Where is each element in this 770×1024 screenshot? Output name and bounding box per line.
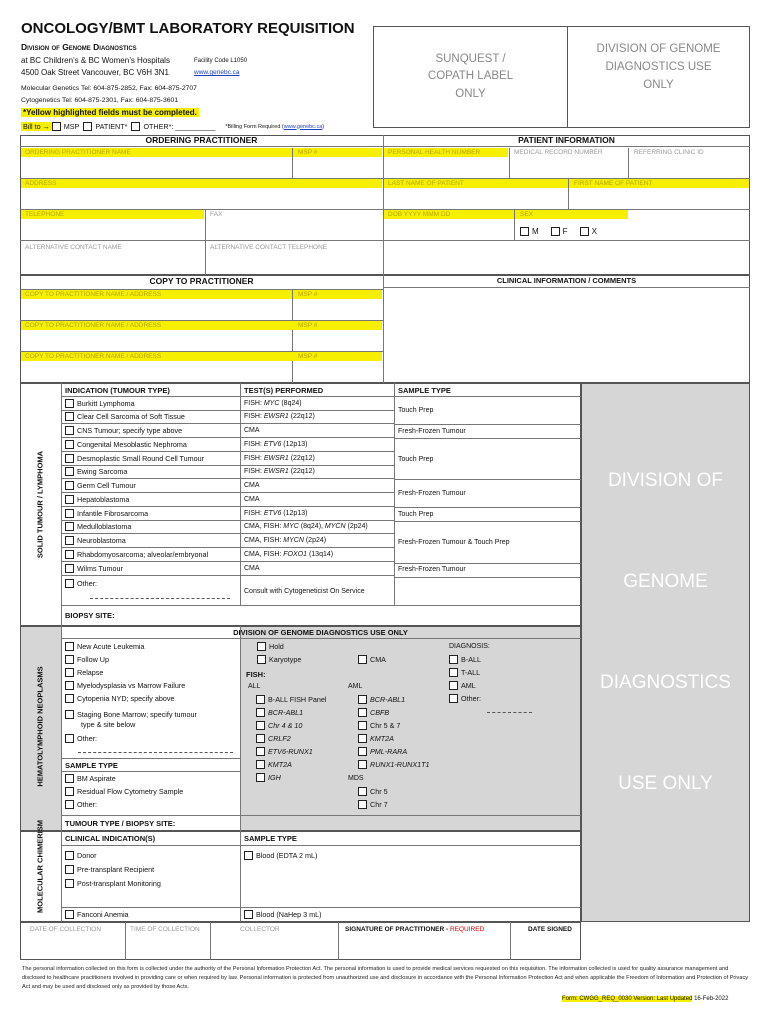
fish-label: FISH: [246, 670, 266, 679]
heme-indication-checkbox[interactable] [65, 694, 74, 703]
chimerism-item [65, 879, 161, 888]
fax-label: FAX [210, 211, 223, 218]
bill-patient-label: PATIENT* [95, 122, 128, 131]
solid-test: CMA, FISH: MYC (8q24), MYCN (2p24) [244, 523, 368, 530]
diagnosis-item [449, 655, 481, 664]
fish-aml-label: PML-RARA [370, 747, 408, 756]
date-signed-label: DATE SIGNED [528, 926, 572, 933]
col-tests: TEST(S) PERFORMED [244, 386, 324, 395]
bill-other-label: OTHER*: __________ [143, 122, 216, 131]
solid-item-8 [65, 509, 148, 518]
sex-label: SEX [520, 211, 534, 218]
billing-close: ) [322, 123, 325, 130]
sex-m-label: M [532, 227, 539, 236]
time-collection-field[interactable] [126, 935, 210, 959]
heme-indication [65, 694, 174, 703]
solid-test: CMA [244, 427, 260, 434]
first-name-label: FIRST NAME OF PATIENT [574, 180, 653, 187]
fish-all-item [256, 773, 281, 782]
dgd-big-label-1: DIVISION OF [607, 470, 724, 491]
fish-aml-label: Chr 5 & 7 [370, 721, 401, 730]
alt-contact-label: ALTERNATIVE CONTACT NAME [25, 244, 122, 251]
heme-indication-checkbox[interactable] [65, 681, 74, 690]
fish-aml-checkbox[interactable] [358, 734, 367, 743]
chimerism-label: Donor [77, 851, 97, 860]
solid-item-label: Ewing Sarcoma [77, 467, 128, 476]
bill-patient-checkbox[interactable] [83, 122, 92, 131]
solid-item-checkbox[interactable] [65, 426, 74, 435]
solid-section-label: SOLID TUMOUR / LYMPHOMA [35, 450, 45, 559]
solid-item-5 [65, 467, 127, 476]
heme-sample-label: BM Aspirate [77, 774, 116, 783]
solid-test: FISH: EWSR1 (22q12) [244, 468, 315, 475]
heme-indication-label: Follow Up [77, 655, 109, 664]
fish-aml-item [358, 708, 389, 717]
fish-aml-item [358, 760, 430, 769]
form-title: ONCOLOGY/BMT LABORATORY REQUISITION [21, 20, 355, 37]
sex-x-checkbox[interactable] [580, 227, 589, 236]
fish-aml-checkbox[interactable] [358, 721, 367, 730]
address-field[interactable] [21, 179, 382, 209]
fish-aml-checkbox[interactable] [358, 708, 367, 717]
diagnosis-label: AML [461, 681, 476, 690]
heme-sample-checkbox[interactable] [65, 774, 74, 783]
solid-item-7 [65, 495, 129, 504]
heme-indication [65, 710, 197, 719]
heme-indication [65, 734, 97, 743]
diagnosis-checkbox[interactable] [449, 681, 458, 690]
heme-sample-heading: SAMPLE TYPE [65, 761, 118, 770]
fish-aml-checkbox[interactable] [358, 695, 367, 704]
phn-field[interactable] [384, 148, 749, 178]
solid-item-checkbox[interactable] [65, 509, 74, 518]
chimerism-item [65, 851, 97, 860]
heme-cma-label: CMA [370, 655, 386, 664]
chimerism-checkbox[interactable] [65, 865, 74, 874]
solid-item-checkbox[interactable] [65, 440, 74, 449]
date-collection-label: DATE OF COLLECTION [30, 926, 102, 933]
biopsy-site-field[interactable] [125, 606, 580, 625]
ordering-heading: ORDERING PRACTITIONER [20, 135, 383, 147]
heme-sample-label: Other: [77, 800, 97, 809]
solid-item-label: Medulloblastoma [77, 522, 132, 531]
solid-item-label: Desmoplastic Small Round Cell Tumour [77, 454, 205, 463]
cyto-tel: Cytogenetics Tel: 604-875-2301, Fax: 604-875-3601 [21, 97, 179, 104]
copy-msp-label-1: MSP # [298, 291, 318, 298]
chimerism-clinical-heading: CLINICAL INDICATION(S) [65, 834, 156, 843]
clinical-comments-field[interactable] [384, 289, 749, 382]
fish-all-checkbox[interactable] [256, 734, 265, 743]
heme-indication [65, 655, 109, 664]
diagnosis-label: DIAGNOSIS: [449, 643, 490, 650]
chimerism-checkbox[interactable] [65, 879, 74, 888]
fish-all-checkbox[interactable] [256, 708, 265, 717]
sample-touch-prep-3: Touch Prep [398, 511, 434, 518]
heme-indication-label: Cytopenia NYD; specify above [77, 694, 175, 703]
ordering-name-label: ORDERING PRACTITIONER NAME [25, 149, 131, 156]
fish-all-label: CRLF2 [268, 734, 291, 743]
fish-mds-item [358, 800, 388, 809]
sample-fresh-frozen-1: Fresh-Frozen Tumour [398, 428, 466, 435]
heme-sample [65, 774, 116, 783]
solid-item-10 [65, 536, 126, 545]
fish-all-label: IGH [268, 773, 281, 782]
heme-sample-checkbox[interactable] [65, 787, 74, 796]
copy-name-label-1: COPY TO PRACTITIONER NAME / ADDRESS [25, 291, 162, 298]
solid-item-11 [65, 550, 208, 559]
solid-test: FISH: MYC (8q24) [244, 400, 302, 407]
heme-indication-label: Relapse [77, 668, 104, 677]
website-link[interactable]: www.genebc.ca [194, 69, 240, 76]
sunquest-label-box: SUNQUEST / COPATH LABEL ONLY [373, 26, 568, 128]
fish-aml-label: RUNX1-RUNX1T1 [370, 760, 430, 769]
heme-indication [65, 668, 103, 677]
sample-touch-prep-1: Touch Prep [398, 407, 434, 414]
phn-label: PERSONAL HEALTH NUMBER [388, 149, 481, 156]
date-signed-field[interactable] [511, 935, 580, 959]
heme-indication [65, 642, 145, 651]
solid-test: CMA [244, 496, 260, 503]
molecular-tel: Molecular Genetics Tel: 604-875-2852, Fax: 604-875-2707 [21, 85, 197, 92]
blood-edta-label: Blood (EDTA 2 mL) [256, 851, 318, 860]
fish-mds-checkbox[interactable] [358, 787, 367, 796]
billing-link[interactable]: www.genebc.ca [283, 123, 323, 130]
chimerism-label: Post-transplant Monitoring [77, 879, 161, 888]
sex-f-label: F [562, 227, 568, 236]
solid-item-checkbox[interactable] [65, 564, 74, 573]
solid-test: FISH: EWSR1 (22q12) [244, 413, 315, 420]
fish-all-item [256, 708, 303, 717]
copy-msp-label-2: MSP # [298, 322, 318, 329]
fish-mds-label: Chr 5 [370, 787, 388, 796]
chimerism-sample-heading: SAMPLE TYPE [244, 834, 297, 843]
alt-contact-field[interactable] [21, 241, 382, 274]
fish-aml-item [358, 695, 405, 704]
blood-edta-checkbox[interactable] [244, 851, 253, 860]
collector-label: COLLECTOR [240, 926, 280, 933]
tumour-site-label: TUMOUR TYPE / BIOPSY SITE: [65, 819, 176, 828]
col-indication: INDICATION (TUMOUR TYPE) [65, 386, 170, 395]
fish-aml-label: KMT2A [370, 734, 394, 743]
solid-item-other [65, 579, 97, 588]
form-id: Form: CWGG_REQ_0030 Version: Last Updated 16-Feb-2022 [562, 996, 729, 1002]
fish-all-item [256, 695, 326, 704]
last-name-label: LAST NAME OF PATIENT [388, 180, 464, 187]
solid-item-label: Neuroblastoma [77, 536, 126, 545]
all-label: ALL [248, 683, 261, 690]
clinical-heading: CLINICAL INFORMATION / COMMENTS [383, 276, 750, 288]
fish-all-checkbox[interactable] [256, 695, 265, 704]
solid-other-test: Consult with Cytogeneticist On Service [244, 588, 365, 595]
solid-other-label: Other: [77, 579, 97, 588]
fish-all-item [256, 747, 313, 756]
solid-item-checkbox[interactable] [65, 495, 74, 504]
fish-all-checkbox[interactable] [256, 760, 265, 769]
heme-sample-checkbox[interactable] [65, 800, 74, 809]
address-label: ADDRESS [25, 180, 57, 187]
solid-test: CMA [244, 482, 260, 489]
fish-aml-checkbox[interactable] [358, 747, 367, 756]
fish-aml-item [358, 721, 400, 730]
bill-other-checkbox[interactable] [131, 122, 140, 131]
hold-label: Hold [269, 642, 284, 651]
org-line: at BC Children’s & BC Women’s Hospitals [21, 56, 170, 65]
solid-item-checkbox[interactable] [65, 412, 74, 421]
privacy-notice: The personal information collected on this form is collected under the authority of the Personal Information Protection Act. The personal information is used to provide medical services requested on this requisition. The information collected is used for quality assurance management and disclosed to healthcare practitioners involved in providing care or when required by law. Personal information is protected from unauthorized use and disclosure in accordance with the Personal Information Protection Act and when applicable the Freedom of Information and Protection of Privacy Act and may be used and disclosed only as provided by those Acts. [22, 966, 749, 991]
alt-tel-label: ALTERNATIVE CONTACT TELEPHONE [210, 244, 328, 251]
heme-indication-cont: type & site below [81, 720, 136, 729]
diagnosis-checkbox[interactable] [449, 668, 458, 677]
fish-all-label: ETV6-RUNX1 [268, 747, 313, 756]
bill-to-label: Bill to → [23, 122, 50, 131]
fanconi-checkbox[interactable] [65, 910, 74, 919]
diagnosis-checkbox[interactable] [449, 655, 458, 664]
solid-test: CMA [244, 565, 260, 572]
fish-aml-item [358, 734, 394, 743]
fish-all-checkbox[interactable] [256, 721, 265, 730]
col-sample: SAMPLE TYPE [398, 386, 451, 395]
fish-all-label: B-ALL FISH Panel [268, 695, 327, 704]
solid-item-2 [65, 426, 182, 435]
solid-item-9 [65, 522, 131, 531]
chimerism-label: Pre-transplant Recipient [77, 865, 155, 874]
solid-item-checkbox[interactable] [65, 481, 74, 490]
hold-checkbox[interactable] [257, 642, 266, 651]
aml-label: AML [348, 683, 363, 690]
karyotype-label: Karyotype [269, 655, 302, 664]
solid-test: FISH: ETV6 (12p13) [244, 510, 308, 517]
heme-indication-label: Staging Bone Marrow; specify tumour [77, 710, 197, 719]
fish-aml-label: CBFB [370, 708, 390, 717]
diagnosis-label: B-ALL [461, 655, 481, 664]
mrn-label: MEDICAL RECORD NUMBER [514, 149, 603, 156]
heme-cma-checkbox[interactable] [358, 655, 367, 664]
sample-frozen-touch: Fresh-Frozen Tumour & Touch Prep [398, 539, 510, 546]
solid-item-label: Congenital Mesoblastic Nephroma [77, 440, 187, 449]
telephone-label: TELEPHONE [25, 211, 65, 218]
heme-indication-checkbox[interactable] [65, 655, 74, 664]
billing-note: *Billing Form Required ( [225, 123, 284, 130]
heme-sample-label: Residual Flow Cytometry Sample [77, 787, 184, 796]
fish-all-item [256, 760, 292, 769]
chimerism-section-label: MOLECULAR CHIMERISM [35, 820, 45, 913]
copy-practitioner-field-1[interactable] [21, 290, 382, 320]
dgd-big-label-4: USE ONLY [618, 773, 713, 794]
diagnosis-checkbox[interactable] [449, 694, 458, 703]
sample-fresh-frozen-3: Fresh-Frozen Tumour [398, 566, 466, 573]
fish-mds-item [358, 787, 388, 796]
heme-indication-label: New Acute Leukemia [77, 642, 145, 651]
copy-name-label-2: COPY TO PRACTITIONER NAME / ADDRESS [25, 322, 162, 329]
heme-indication-checkbox[interactable] [65, 710, 74, 719]
diagnosis-label: Other: [461, 694, 481, 703]
heme-indication-checkbox[interactable] [65, 642, 74, 651]
fish-aml-item [358, 747, 407, 756]
solid-item-3 [65, 440, 187, 449]
heme-indication-checkbox[interactable] [65, 734, 74, 743]
dob-label: DOB YYYY MMM DD [388, 211, 451, 218]
blood-nahep-checkbox[interactable] [244, 910, 253, 919]
solid-item-checkbox[interactable] [65, 550, 74, 559]
fanconi-label: Fanconi Anemia [77, 910, 129, 919]
heme-indication-label: Other: [77, 734, 97, 743]
bill-msp-checkbox[interactable] [52, 122, 61, 131]
collector-field[interactable] [211, 935, 338, 959]
fish-mds-label: Chr 7 [370, 800, 388, 809]
diagnosis-label: T-ALL [461, 668, 481, 677]
solid-item-6 [65, 481, 136, 490]
solid-item-12 [65, 564, 123, 573]
sex-f-checkbox[interactable] [551, 227, 560, 236]
fish-all-checkbox[interactable] [256, 773, 265, 782]
heme-dgd-heading: DIVISION OF GENOME DIAGNOSTICS USE ONLY [233, 628, 408, 637]
solid-item-label: Wilms Tumour [77, 564, 123, 573]
lab-address: 4500 Oak Street Vancouver, BC V6H 3N1 [21, 68, 169, 77]
solid-item-checkbox[interactable] [65, 522, 74, 531]
heme-indication [65, 681, 185, 690]
solid-item-label: Burkitt Lymphoma [77, 399, 135, 408]
solid-item-label: CNS Tumour; specify type above [77, 426, 183, 435]
signature-label: SIGNATURE OF PRACTITIONER - REQUIRED [345, 926, 485, 933]
fish-all-item [256, 721, 302, 730]
diagnosis-item [449, 694, 481, 703]
sex-m-checkbox[interactable] [520, 227, 529, 236]
date-collection-field[interactable] [21, 935, 125, 959]
copy-to-heading: COPY TO PRACTITIONER [149, 276, 254, 286]
patient-heading: PATIENT INFORMATION [383, 135, 750, 147]
solid-item-label: Clear Cell Sarcoma of Soft Tissue [77, 412, 185, 421]
copy-practitioner-field-2[interactable] [21, 321, 382, 351]
copy-msp-label-3: MSP # [298, 353, 318, 360]
yellow-note: *Yellow highlighted fields must be completed. [23, 108, 197, 117]
fish-aml-checkbox[interactable] [358, 760, 367, 769]
clinic-id-label: REFERRING CLINIC ID [634, 149, 704, 156]
fish-aml-label: BCR-ABL1 [370, 695, 406, 704]
patient-name-field[interactable] [384, 179, 749, 209]
solid-item-checkbox[interactable] [65, 454, 74, 463]
solid-test: FISH: ETV6 (12p13) [244, 441, 308, 448]
solid-other-checkbox[interactable] [65, 579, 74, 588]
solid-item-label: Germ Cell Tumour [77, 481, 136, 490]
solid-item-label: Rhabdomyosarcoma; alveolar/embryonal [77, 550, 209, 559]
copy-practitioner-field-3[interactable] [21, 352, 382, 382]
solid-item-checkbox[interactable] [65, 536, 74, 545]
solid-test: CMA, FISH: MYCN (2p24) [244, 537, 327, 544]
heme-sample [65, 800, 97, 809]
chimerism-checkbox[interactable] [65, 851, 74, 860]
bill-msp-label: MSP [63, 122, 80, 131]
biopsy-site-label: BIOPSY SITE: [65, 611, 115, 620]
solid-item-4 [65, 454, 204, 463]
diagnosis-item [449, 681, 476, 690]
time-collection-label: TIME OF COLLECTION [130, 926, 200, 933]
dgd-big-label-2: GENOME [623, 571, 708, 592]
mds-label: MDS [348, 775, 364, 782]
heme-sample [65, 787, 183, 796]
fish-all-item [256, 734, 291, 743]
solid-item-0 [65, 399, 135, 408]
solid-item-label: Hepatoblastoma [77, 495, 130, 504]
karyotype-checkbox[interactable] [257, 655, 266, 664]
solid-test: FISH: EWSR1 (22q12) [244, 455, 315, 462]
diagnosis-item [449, 668, 480, 677]
fish-mds-checkbox[interactable] [358, 800, 367, 809]
signature-field[interactable] [339, 935, 510, 959]
blood-nahep-label: Blood (NaHep 3 mL) [256, 910, 322, 919]
sex-x-label: X [591, 227, 597, 236]
chimerism-item [65, 865, 154, 874]
fish-all-label: Chr 4 & 10 [268, 721, 303, 730]
division-subtitle: Division of Genome Diagnostics [21, 42, 137, 52]
heme-indication-label: Myelodysplasia vs Marrow Failure [77, 681, 186, 690]
heme-indication-checkbox[interactable] [65, 668, 74, 677]
sample-touch-prep-2: Touch Prep [398, 456, 434, 463]
solid-test: CMA, FISH: FOXO1 (13q14) [244, 551, 334, 558]
dgd-use-box: DIVISION OF GENOME DIAGNOSTICS USE ONLY [567, 26, 750, 128]
solid-item-1 [65, 412, 185, 421]
facility-code: Facility Code L1050 [194, 58, 248, 64]
heme-section-label: HEMATOLYMPHOID NEOPLASMS [35, 666, 45, 787]
fish-all-checkbox[interactable] [256, 747, 265, 756]
fish-all-label: KMT2A [268, 760, 292, 769]
telephone-field[interactable] [21, 210, 382, 240]
sample-fresh-frozen-2: Fresh-Frozen Tumour [398, 490, 466, 497]
dgd-use-only-panel [581, 383, 750, 922]
fish-all-label: BCR-ABL1 [268, 708, 304, 717]
solid-item-checkbox[interactable] [65, 467, 74, 476]
solid-item-label: Infantile Fibrosarcoma [77, 509, 149, 518]
copy-name-label-3: COPY TO PRACTITIONER NAME / ADDRESS [25, 353, 162, 360]
ordering-msp-label: MSP # [298, 149, 318, 156]
ordering-name-field[interactable] [21, 148, 382, 178]
solid-item-checkbox[interactable] [65, 399, 74, 408]
dgd-big-label-3: DIAGNOSTICS [600, 672, 731, 693]
